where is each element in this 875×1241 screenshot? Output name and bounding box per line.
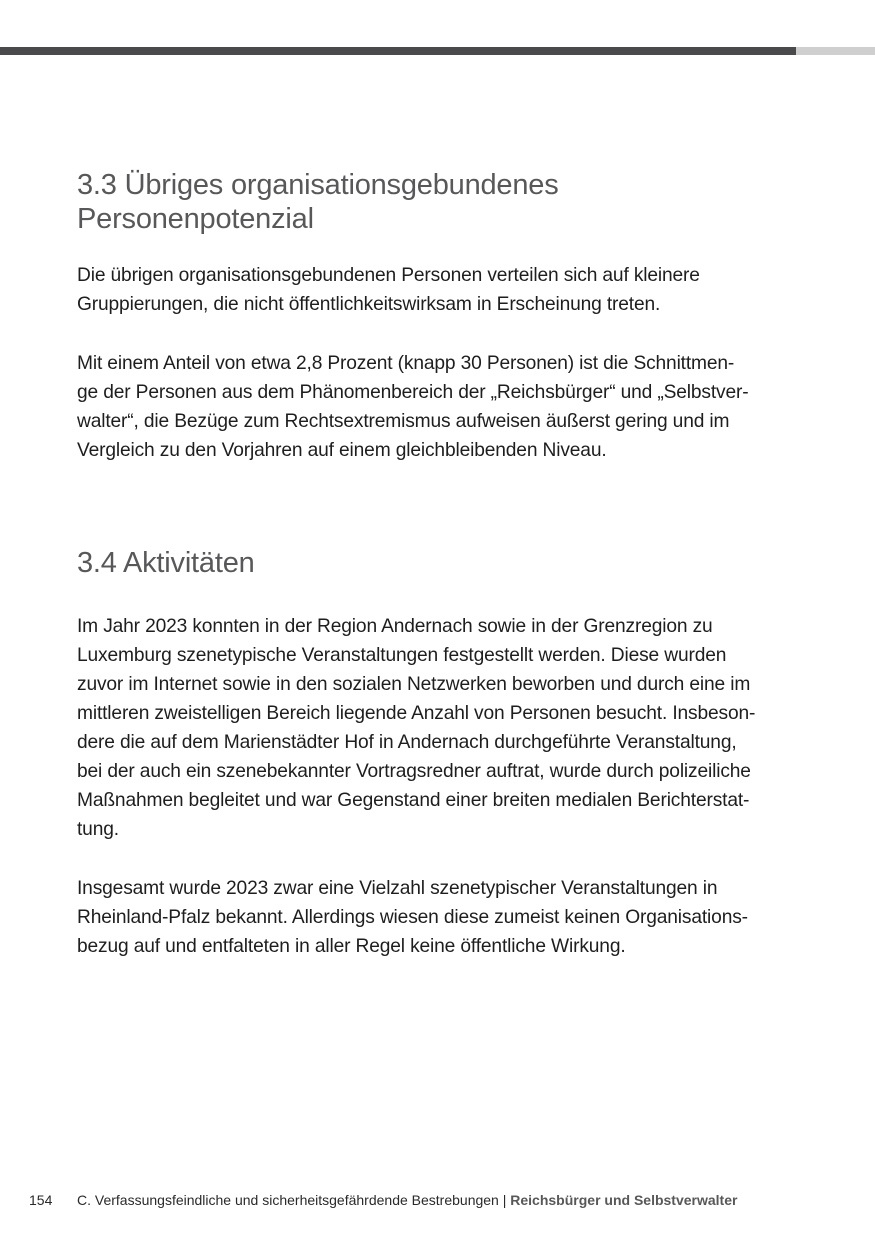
text-line: Die übrigen organisationsgebundenen Personen verteilen sich auf kleinere bbox=[77, 265, 700, 286]
section-title: Reichsbürger und Selbstverwalter bbox=[510, 1192, 738, 1208]
text-line: tung. bbox=[77, 819, 119, 840]
text-line: bei der auch ein szenebekannter Vortragsredner auftrat, wurde durch polizeiliche bbox=[77, 761, 751, 782]
section-3-4-heading bbox=[77, 546, 802, 580]
page-footer bbox=[0, 1190, 875, 1210]
text-line: dere die auf dem Marienstädter Hof in Andernach durchgeführte Veranstaltung, bbox=[77, 732, 737, 753]
text-line: zuvor im Internet sowie in den sozialen Netzwerken beworben und durch eine im bbox=[77, 674, 751, 695]
text-line: Im Jahr 2023 konnten in der Region Andernach sowie in der Grenzregion zu bbox=[77, 616, 713, 637]
text-line: Rheinland-Pfalz bekannt. Allerdings wiesen diese zumeist keinen Organisations- bbox=[77, 907, 748, 928]
text-line: bezug auf und entfalteten in aller Regel keine öffentliche Wirkung. bbox=[77, 936, 626, 957]
text-line: walter“, die Bezüge zum Rechtsextremismus aufweisen äußerst gering und im bbox=[77, 411, 730, 432]
text-line: Gruppierungen, die nicht öffentlichkeitswirksam in Erscheinung treten. bbox=[77, 294, 661, 315]
text-line: Insgesamt wurde 2023 zwar eine Vielzahl szenetypischer Veranstaltungen in bbox=[77, 878, 718, 899]
chapter-title: C. Verfassungsfeindliche und sicherheitsgefährdende Bestrebungen bbox=[77, 1192, 499, 1208]
top-rule-dark-segment bbox=[0, 47, 796, 55]
text-line: ge der Personen aus dem Phänomenbereich der „Reichsbürger“ und „Selbstver- bbox=[77, 382, 749, 403]
text-line: mittleren zweistelligen Bereich liegende Anzahl von Personen besucht. Insbeson- bbox=[77, 703, 756, 724]
section-3-3-paragraph-2 bbox=[77, 349, 802, 465]
section-3-4-paragraph-2 bbox=[77, 874, 802, 961]
footer-separator: | bbox=[502, 1192, 507, 1208]
running-footer bbox=[77, 1190, 737, 1210]
heading-line: 3.4 Aktivitäten bbox=[77, 547, 255, 579]
page-number: 154 bbox=[29, 1192, 53, 1208]
heading-line: 3.3 Übriges organisationsgebundenes bbox=[77, 169, 559, 201]
text-line: Mit einem Anteil von etwa 2,8 Prozent (knapp 30 Personen) ist die Schnittmen- bbox=[77, 353, 735, 374]
text-line: Luxemburg szenetypische Veranstaltungen festgestellt werden. Diese wurden bbox=[77, 645, 727, 666]
text-line: Maßnahmen begleitet und war Gegenstand einer breiten medialen Berichterstat- bbox=[77, 790, 750, 811]
top-rule bbox=[0, 47, 875, 55]
section-3-4-paragraph-1 bbox=[77, 612, 802, 844]
section-3-3-paragraph-1 bbox=[77, 261, 802, 319]
text-line: Vergleich zu den Vorjahren auf einem gleichbleibenden Niveau. bbox=[77, 440, 607, 461]
section-3-3-heading bbox=[77, 168, 802, 236]
heading-line: Personenpotenzial bbox=[77, 203, 314, 235]
top-rule-light-segment bbox=[796, 47, 875, 55]
